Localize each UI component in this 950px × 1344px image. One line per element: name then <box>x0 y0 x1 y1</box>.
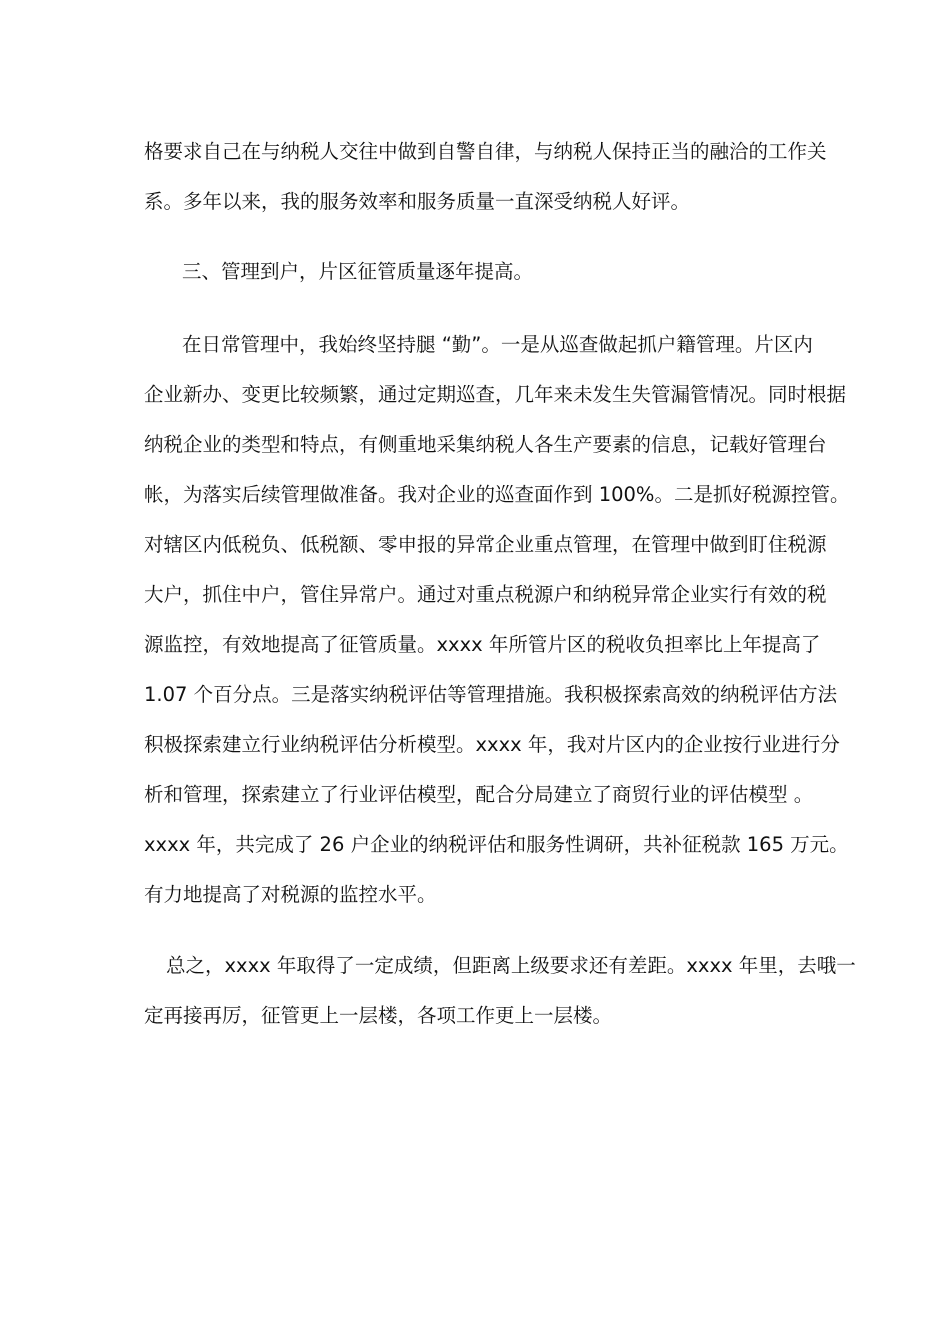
text-line: 系。多年以来，我的服务效率和服务质量一直深受纳税人好评。 <box>144 190 691 213</box>
text-line: 对辖区内低税负、低税额、零申报的异常企业重点管理，在管理中做到盯住税源 <box>144 533 827 556</box>
text-line: 1.07 个百分点。三是落实纳税评估等管理措施。我积极探索高效的纳税评估方法 <box>144 683 838 706</box>
text-line: 总之，xxxx 年取得了一定成绩，但距离上级要求还有差距。xxxx 年里，去哦一 <box>166 954 856 977</box>
text-line: xxxx 年，共完成了 26 户企业的纳税评估和服务性调研，共补征税款 165 万元。 <box>144 833 849 856</box>
section-heading <box>144 247 810 297</box>
text-line: 企业新办、变更比较频繁，通过定期巡查，几年来未发生失管漏管情况。同时根据 <box>144 383 847 406</box>
heading-text: 三、管理到户，片区征管质量逐年提高。 <box>182 260 534 283</box>
text-line: 纳税企业的类型和特点，有侧重地采集纳税人各生产要素的信息，记载好管理台 <box>144 433 827 456</box>
text-line: 格要求自己在与纳税人交往中做到自警自律，与纳税人保持正当的融洽的工作关 <box>144 140 827 163</box>
text-line: 定再接再厉，征管更上一层楼，各项工作更上一层楼。 <box>144 1004 613 1027</box>
text-line: 源监控，有效地提高了征管质量。xxxx 年所管片区的税收负担率比上年提高了 <box>144 633 821 656</box>
text-line: 大户，抓住中户，管住异常户。通过对重点税源户和纳税异常企业实行有效的税 <box>144 583 827 606</box>
text-line: 帐，为落实后续管理做准备。我对企业的巡查面作到 100%。二是抓好税源控管。 <box>144 483 850 506</box>
text-line: 在日常管理中，我始终坚持腿 “勤”。一是从巡查做起抓户籍管理。片区内 <box>182 333 813 356</box>
text-line: 积极探索建立行业纳税评估分析模型。xxxx 年，我对片区内的企业按行业进行分 <box>144 733 840 756</box>
text-line: 有力地提高了对税源的监控水平。 <box>144 883 437 906</box>
text-line: 析和管理，探索建立了行业评估模型，配合分局建立了商贸行业的评估模型 。 <box>144 783 814 806</box>
paragraph-conclusion <box>144 941 856 1041</box>
paragraph-continuation <box>144 127 827 227</box>
paragraph-daily-management <box>144 320 850 920</box>
